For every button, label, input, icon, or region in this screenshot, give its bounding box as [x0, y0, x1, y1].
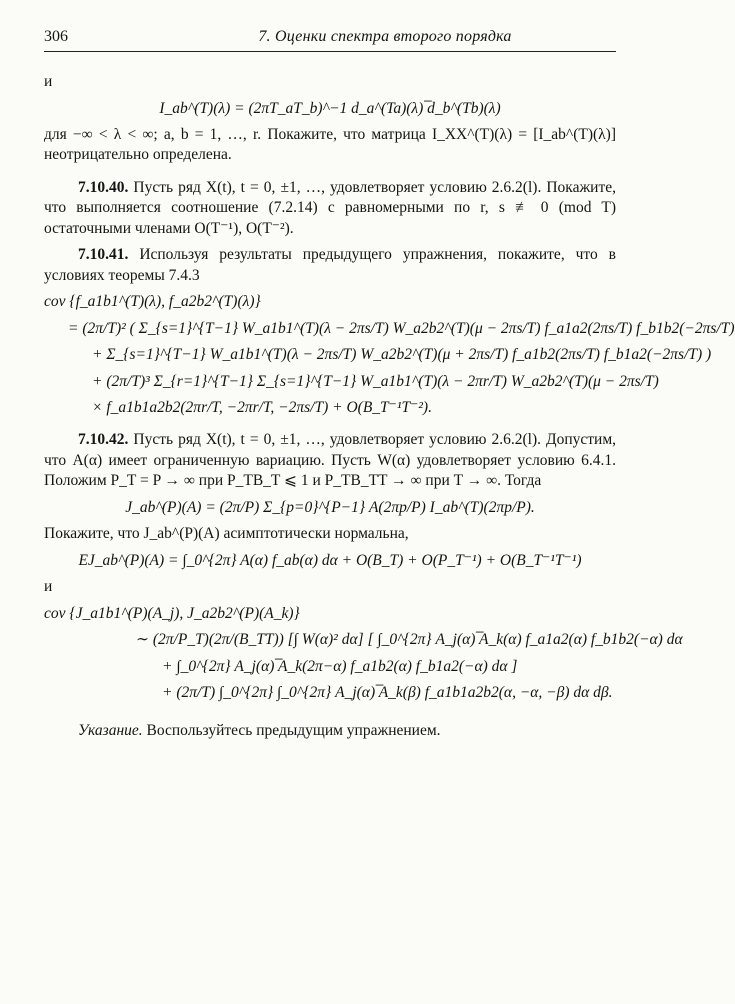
equation-cov-line-3: + Σ_{s=1}^{T−1} W_a1b1^(T)(λ − 2πs/T) W_a2b2^(T)(μ + 2πs/T) f_a1b2(2πs/T) f_b1a2(−2πs/T) ) [92, 346, 712, 364]
page-header [44, 26, 616, 52]
equation-J: J_ab^(P)(A) = (2π/P) Σ_{p=0}^{P−1} A(2πp/P) I_ab^(T)(2πp/P). [125, 498, 535, 516]
equation-cov2-line-1: cov {J_a1b1^(P)(A_j), J_a2b2^(P)(A_k)} [44, 604, 300, 622]
equation-cov-line-2: = (2π/T)² ( Σ_{s=1}^{T−1} W_a1b1^(T)(λ − 2πs/T) W_a2b2^(T)(μ − 2πs/T) f_a1a2(2πs/T) f_b1b2(−2πs/T) [68, 319, 735, 337]
exercise-text: Используя результаты предыдущего упражнения, покажите, что в условиях теоремы 7.4.3 [44, 246, 616, 284]
equation-EJ: EJ_ab^(P)(A) = ∫_0^{2π} A(α) f_ab(α) dα + O(B_T) + O(P_T⁻¹) + O(B_T⁻¹T⁻¹) [78, 551, 582, 569]
equation-cov2-line-2: ∼ (2π/P_T)(2π/(B_TT)) [∫ W(α)² dα] [ ∫_0^{2π} A_j(α) ̅A_k(α) f_a1a2(α) f_b1b2(−α) dα [136, 631, 683, 649]
hint [44, 721, 616, 741]
exercise-text: Пусть ряд X(t), t = 0, ±1, …, удовлетворяет условию 2.6.2(l). Покажите, что выполняется соотношение (7.2.14) с равномерными по r, s ≢ 0 (mod T) остаточными членами O(T⁻¹), O(T⁻²). [44, 178, 617, 237]
exercise-label: 7.10.41. [78, 246, 129, 264]
equation-cov-line-1: cov {f_a1b1^(T)(λ), f_a2b2^(T)(λ)} [44, 293, 261, 311]
asymptotic-text: Покажите, что J_ab^(P)(A) асимптотически нормальна, [44, 525, 409, 543]
exercise-text: Пусть ряд X(t), t = 0, ±1, …, удовлетворяет условию 2.6.2(l). Допустим, что A(α) имеет ограниченную вариацию. Пусть W(α) удовлетворяет условию 6.4.1. Положим P_T = P → ∞ при P_TB_T ⩽ 1 и P_TB_TT → ∞ при T → ∞. Тогда [44, 431, 617, 490]
exercise-label: 7.10.42. [78, 431, 129, 449]
equation-cov2-line-4: + (2π/T) ∫_0^{2π} ∫_0^{2π} A_j(α) ̅A_k(β) f_a1b1a2b2(α, −α, −β) dα dβ. [162, 683, 613, 701]
exercise-7-10-42 [44, 430, 616, 491]
page [44, 26, 735, 742]
hint-text: Воспользуйтесь предыдущим упражнением. [146, 722, 441, 740]
equation-cov2-line-3: + ∫_0^{2π} A_j(α) ̅A_k(2π−α) f_a1b2(α) f_b1a2(−α) dα ] [162, 657, 518, 675]
exercise-7-10-41 [44, 245, 616, 286]
running-title: 7. Оценки спектра второго порядка [258, 28, 512, 45]
equation-cov-line-4: + (2π/T)³ Σ_{r=1}^{T−1} Σ_{s=1}^{T−1} W_a1b1^(T)(λ − 2πr/T) W_a2b2^(T)(μ − 2πs/T) [92, 372, 659, 390]
condition-text: для −∞ < λ < ∞; a, b = 1, …, r. Покажите, что матрица I_XX^(T)(λ) = [I_ab^(T)(λ)] неотрицательно определена. [44, 126, 616, 164]
intro-word: и [44, 73, 53, 91]
exercise-7-10-40 [44, 178, 616, 239]
exercise-label: 7.10.40. [78, 178, 129, 196]
hint-label: Указание. [78, 722, 143, 740]
page-number: 306 [44, 28, 68, 45]
equation-cov-line-5: × f_a1b1a2b2(2πr/T, −2πr/T, −2πs/T) + O(B_T⁻¹T⁻²). [92, 399, 432, 416]
and-word: и [44, 578, 53, 596]
equation-periodogram: I_ab^(T)(λ) = (2πT_aT_b)^−1 d_a^(Ta)(λ) ̅d_b^(Tb)(λ) [159, 99, 501, 117]
